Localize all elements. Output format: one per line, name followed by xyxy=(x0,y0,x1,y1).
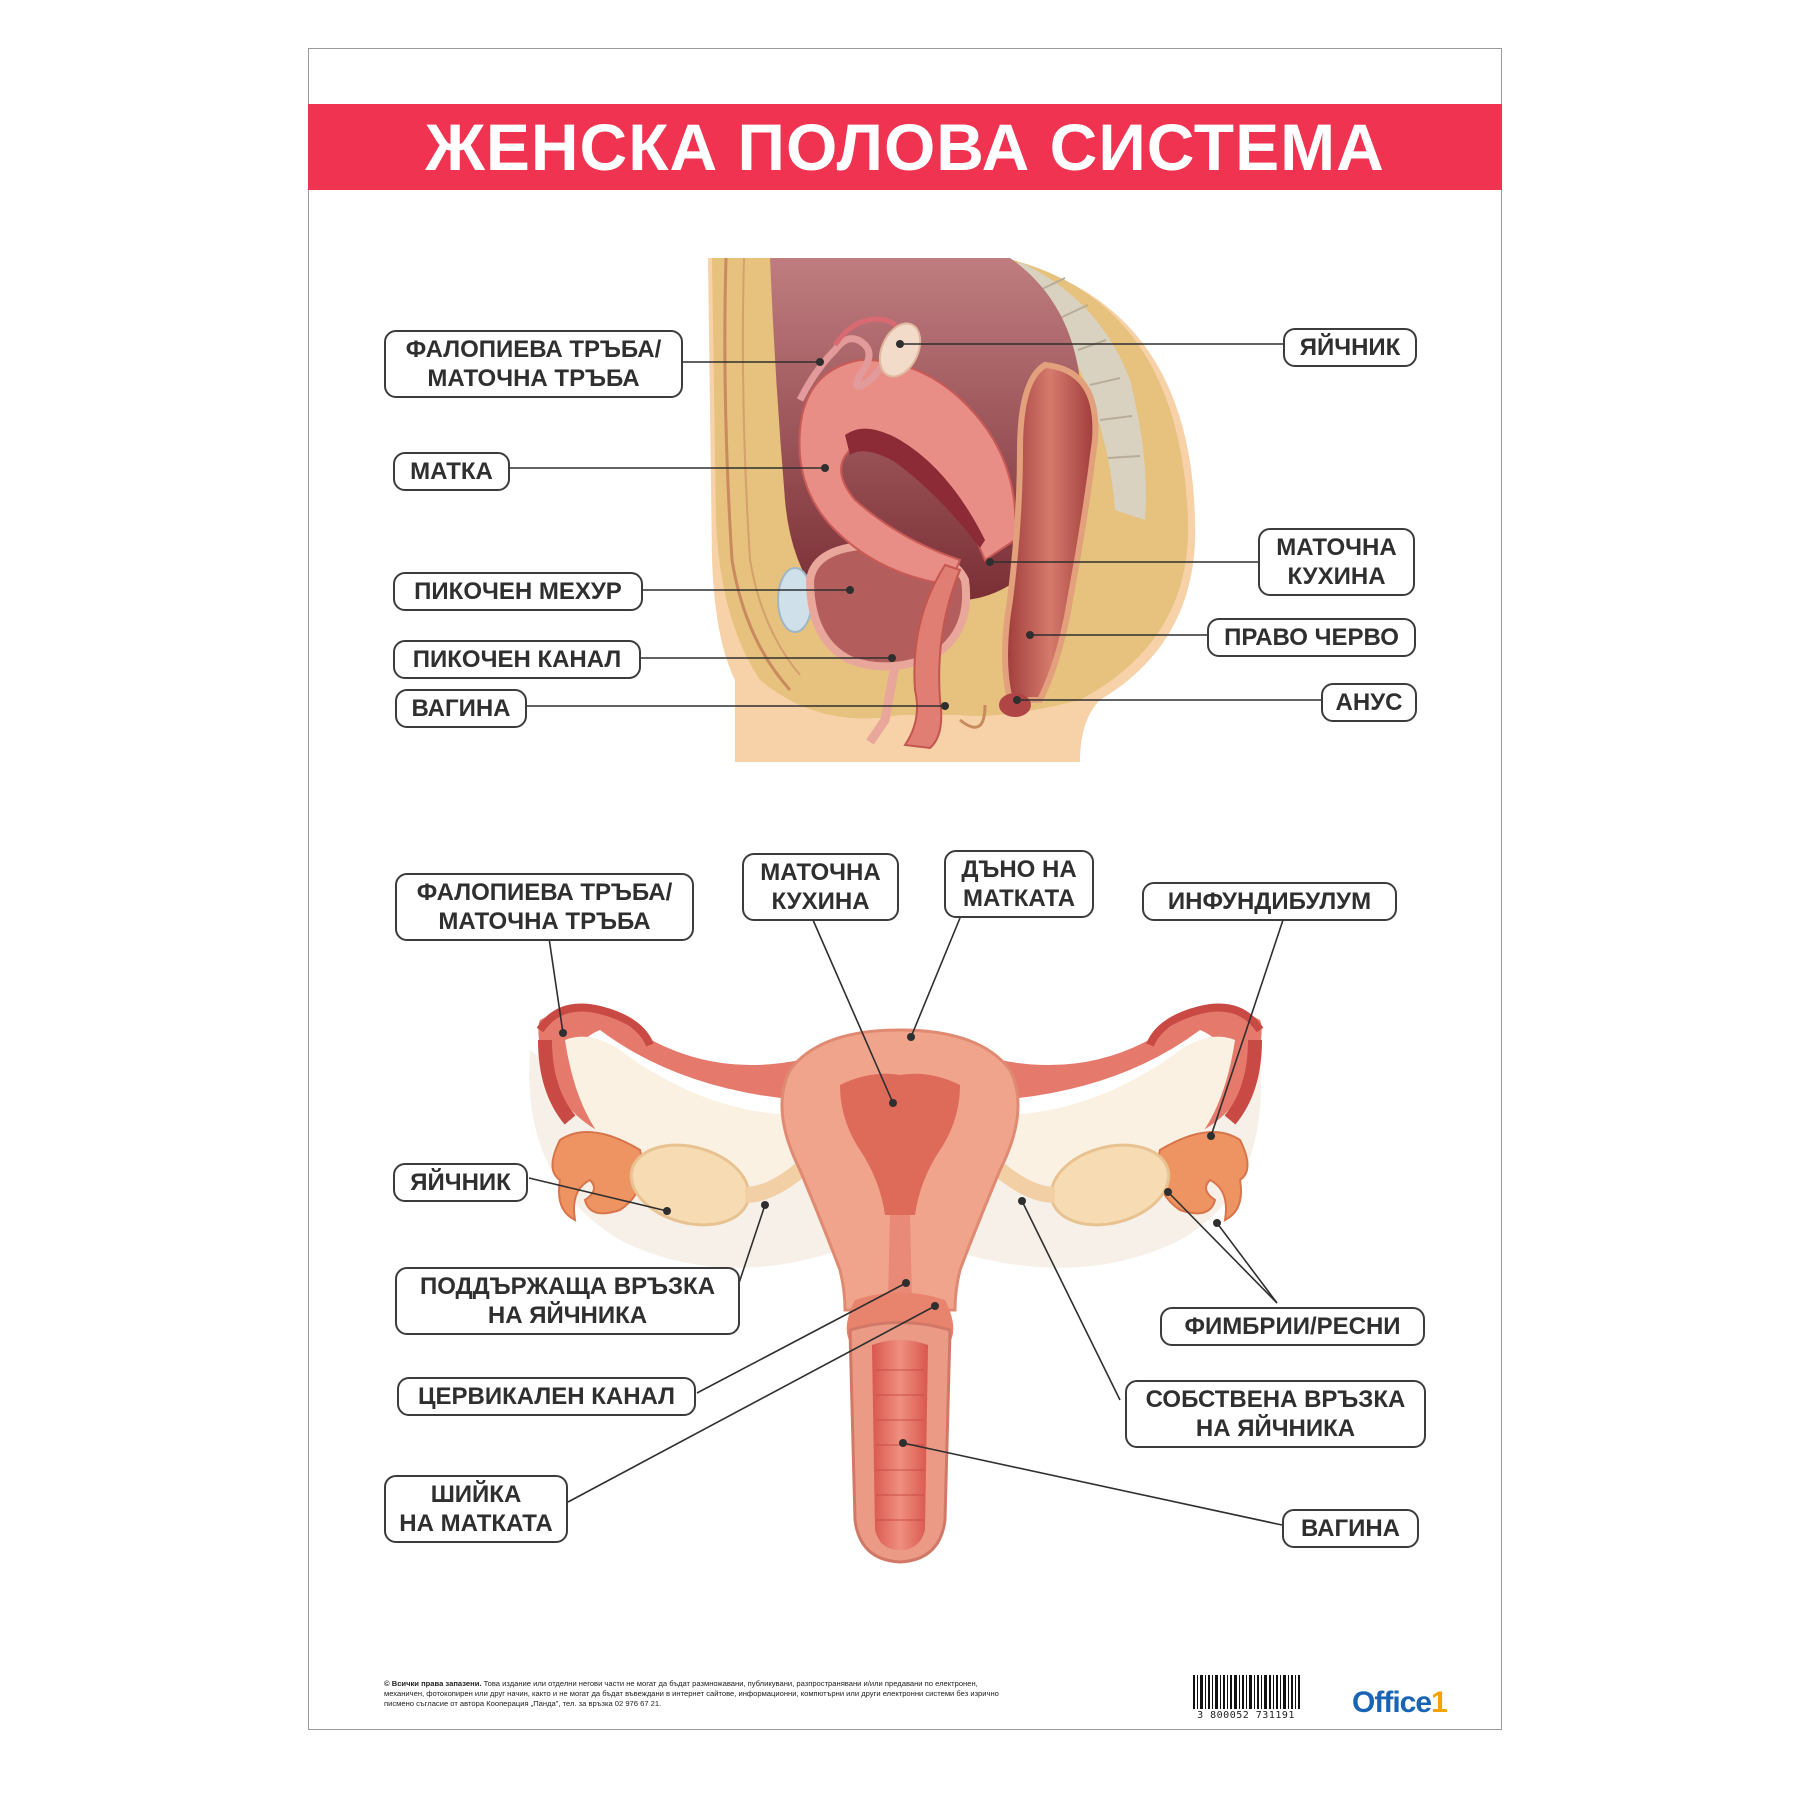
label-text: НА МАТКАТА xyxy=(399,1510,553,1537)
label-side-uterine-cavity xyxy=(1258,528,1415,596)
label-front-cervix xyxy=(384,1475,568,1543)
label-front-ovary xyxy=(393,1163,528,1202)
copyright-notice xyxy=(384,1679,1014,1709)
label-side-urethra xyxy=(393,640,641,679)
label-text: МАТОЧНА ТРЪБА xyxy=(438,908,651,935)
label-side-uterus xyxy=(393,452,510,491)
label-text: ЯЙЧНИК xyxy=(410,1169,511,1196)
label-side-vagina xyxy=(395,689,527,728)
label-text: МАТОЧНА xyxy=(760,859,881,886)
label-side-bladder xyxy=(393,572,643,611)
label-front-uterine-cavity xyxy=(742,853,899,921)
label-front-infundibulum xyxy=(1142,882,1397,921)
label-text: СОБСТВЕНА ВРЪЗКА xyxy=(1145,1386,1406,1413)
label-text: ПИКОЧЕН МЕХУР xyxy=(414,578,622,605)
logo-text: Office xyxy=(1352,1686,1432,1719)
copyright-text: Това издание или отделни негови части не могат да бъдат размножавани, публикувани, разпространявани и/или предавани по електронен, механичен, фотокопирен или друг начин, както и не могат да бъдат въвеждани в интернет сайтове, информационни, компютърни или други електронни системи без изрично писмено съгласие от автора Кооперация „Панда", тел. за връзка 02 976 67 21. xyxy=(384,1679,999,1708)
barcode-number: 3 800052 731191 xyxy=(1197,1710,1295,1721)
label-side-anus xyxy=(1321,683,1417,722)
label-text: ФАЛОПИЕВА ТРЪБА/ xyxy=(405,336,662,363)
side-view-illustration xyxy=(708,258,1195,762)
label-text: КУХИНА xyxy=(771,888,870,915)
label-text: АНУС xyxy=(1335,689,1403,716)
label-side-ovary xyxy=(1283,328,1417,367)
copyright-bold: © Всички права запазени. xyxy=(384,1679,482,1688)
label-text: КУХИНА xyxy=(1287,563,1386,590)
label-text: ДЪНО НА xyxy=(961,856,1077,883)
label-text: ВАГИНА xyxy=(1301,1515,1400,1542)
label-text: ПРАВО ЧЕРВО xyxy=(1224,624,1399,651)
label-front-ovarian-ligament xyxy=(1125,1380,1426,1448)
label-text: НА ЯЙЧНИКА xyxy=(1195,1415,1356,1442)
label-text: ВАГИНА xyxy=(411,695,511,722)
label-text: ЦЕРВИКАЛЕН КАНАЛ xyxy=(417,1383,676,1410)
office1-logo xyxy=(1352,1686,1447,1720)
label-front-vagina xyxy=(1282,1509,1419,1548)
label-side-rectum xyxy=(1207,618,1416,657)
page-title: ЖЕНСКА ПОЛОВА СИСТЕМА xyxy=(425,110,1385,184)
label-text: ШИЙКА xyxy=(430,1481,522,1508)
label-text: ФИМБРИИ/РЕСНИ xyxy=(1184,1313,1401,1340)
label-text: МАТКАТА xyxy=(962,885,1076,912)
label-text: МАТКА xyxy=(410,458,493,485)
label-text: ИНФУНДИБУЛУМ xyxy=(1167,888,1372,915)
label-side-fallopian-tube xyxy=(384,330,683,398)
label-front-fundus xyxy=(944,850,1094,918)
label-text: МАТОЧНА xyxy=(1276,534,1397,561)
label-front-suspensory-ligament xyxy=(395,1267,740,1335)
label-text: ПИКОЧЕН КАНАЛ xyxy=(412,646,622,673)
label-text: ПОДДЪРЖАЩА ВРЪЗКА xyxy=(419,1273,716,1300)
label-text: МАТОЧНА ТРЪБА xyxy=(427,365,640,392)
label-text: НА ЯЙЧНИКА xyxy=(487,1302,648,1329)
label-front-fallopian-tube xyxy=(395,873,694,941)
label-text: ЯЙЧНИК xyxy=(1299,334,1401,361)
label-text: ФАЛОПИЕВА ТРЪБА/ xyxy=(416,879,673,906)
label-front-fimbriae xyxy=(1160,1307,1425,1346)
label-front-cervical-canal xyxy=(397,1377,696,1416)
logo-number: 1 xyxy=(1431,1686,1447,1719)
